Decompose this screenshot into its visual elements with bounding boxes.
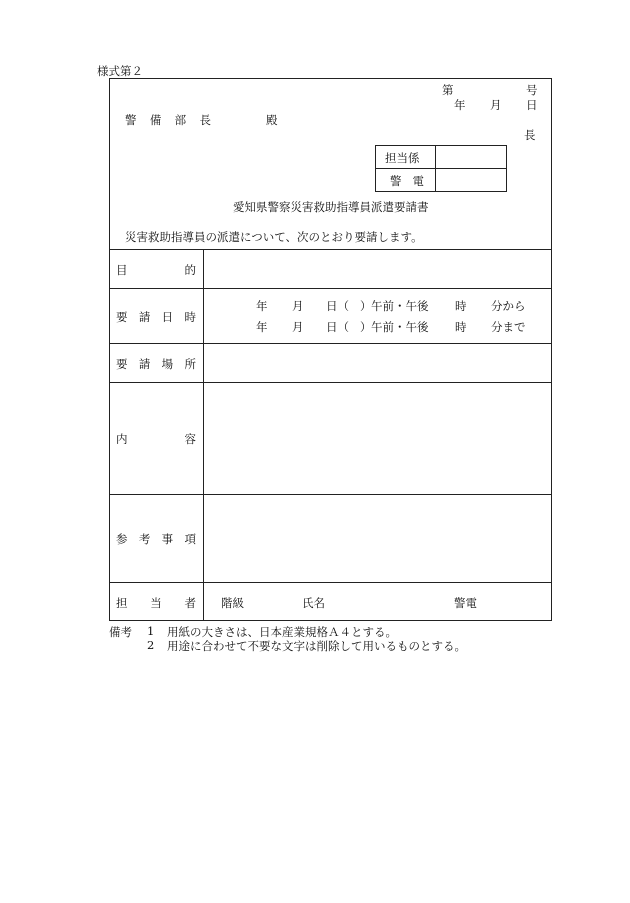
document-title: 愛知県警察災害救助指導員派遣要請書 xyxy=(233,200,429,214)
notes-label: 備考 xyxy=(109,625,132,639)
label-char: 容 xyxy=(184,432,196,446)
label-char: 項 xyxy=(184,532,196,546)
dt-month: 月 xyxy=(292,299,304,313)
note-text: 用途に合わせて不要な文字は削除して用いるものとする。 xyxy=(167,639,466,653)
label-content xyxy=(116,431,196,447)
contact-row2-field[interactable] xyxy=(437,170,505,190)
addressee-char: 警 xyxy=(125,113,137,127)
contact-row2-label xyxy=(390,173,424,189)
label-char: 当 xyxy=(150,596,162,610)
dt-ampm: 午前・午後 xyxy=(371,320,429,334)
person-rank[interactable]: 階級 xyxy=(221,596,244,610)
label-char: 担 xyxy=(116,596,128,610)
person-name[interactable]: 氏名 xyxy=(302,596,325,610)
label-person xyxy=(116,595,196,611)
label-datetime xyxy=(116,309,196,325)
date-month: 月 xyxy=(490,98,502,112)
addressee-honorific: 殿 xyxy=(266,113,278,127)
label-char: 考 xyxy=(138,532,151,546)
addressee-char: 部 xyxy=(174,113,187,127)
addressee xyxy=(125,112,211,128)
person-phone[interactable]: 警電 xyxy=(454,596,477,610)
label-char: 場 xyxy=(161,357,174,371)
place-field[interactable] xyxy=(204,344,551,381)
dt-hour: 時 xyxy=(455,320,467,334)
dt-minute: 分まで xyxy=(491,320,526,334)
contact-row1-field[interactable] xyxy=(437,147,505,167)
number-suffix: 号 xyxy=(526,83,538,97)
note-text: 用紙の大きさは、日本産業規格Ａ４とする。 xyxy=(167,625,397,639)
label-char: 請 xyxy=(138,310,151,324)
row-line xyxy=(109,288,552,289)
content-field[interactable] xyxy=(204,383,551,493)
label-char: 目 xyxy=(116,263,128,277)
label-char: 事 xyxy=(161,532,174,546)
label-char: 内 xyxy=(116,432,128,446)
sender-title: 長 xyxy=(524,128,536,142)
date-year: 年 xyxy=(454,98,466,112)
dt-close: ） xyxy=(360,299,372,313)
dt-year: 年 xyxy=(256,320,268,334)
label-char: 的 xyxy=(184,263,196,277)
label-reference xyxy=(116,531,196,547)
label-char: 日 xyxy=(161,310,174,324)
label-purpose xyxy=(116,262,196,278)
contact-char: 電 xyxy=(412,174,424,188)
contact-row1-label: 担当係 xyxy=(385,151,420,165)
purpose-field[interactable] xyxy=(204,250,551,287)
intro-text: 災害救助指導員の派遣について、次のとおり要請します。 xyxy=(125,230,423,244)
dt-month: 月 xyxy=(292,320,304,334)
row-line xyxy=(109,582,552,583)
number-label: 第 xyxy=(442,83,454,97)
dt-year: 年 xyxy=(256,299,268,313)
note-number: 1 xyxy=(147,624,155,638)
label-char: 請 xyxy=(138,357,151,371)
addressee-char: 長 xyxy=(199,113,211,127)
label-char: 要 xyxy=(116,357,128,371)
addressee-char: 備 xyxy=(149,113,162,127)
dt-close: ） xyxy=(360,320,372,334)
form-number: 様式第２ xyxy=(97,64,143,78)
label-char: 要 xyxy=(116,310,128,324)
reference-field[interactable] xyxy=(204,495,551,581)
dt-minute: 分から xyxy=(491,299,526,313)
contact-char: 警 xyxy=(390,174,402,188)
dt-day: 日（ xyxy=(326,320,349,334)
label-char: 者 xyxy=(184,596,196,610)
contact-box-row-line xyxy=(375,168,507,169)
label-char: 時 xyxy=(184,310,196,324)
dt-day: 日（ xyxy=(326,299,349,313)
dt-hour: 時 xyxy=(455,299,467,313)
label-char: 参 xyxy=(116,532,128,546)
dt-ampm: 午前・午後 xyxy=(371,299,429,313)
note-number: 2 xyxy=(147,638,155,652)
date-day: 日 xyxy=(526,98,538,112)
label-place xyxy=(116,356,196,372)
label-char: 所 xyxy=(184,357,196,371)
